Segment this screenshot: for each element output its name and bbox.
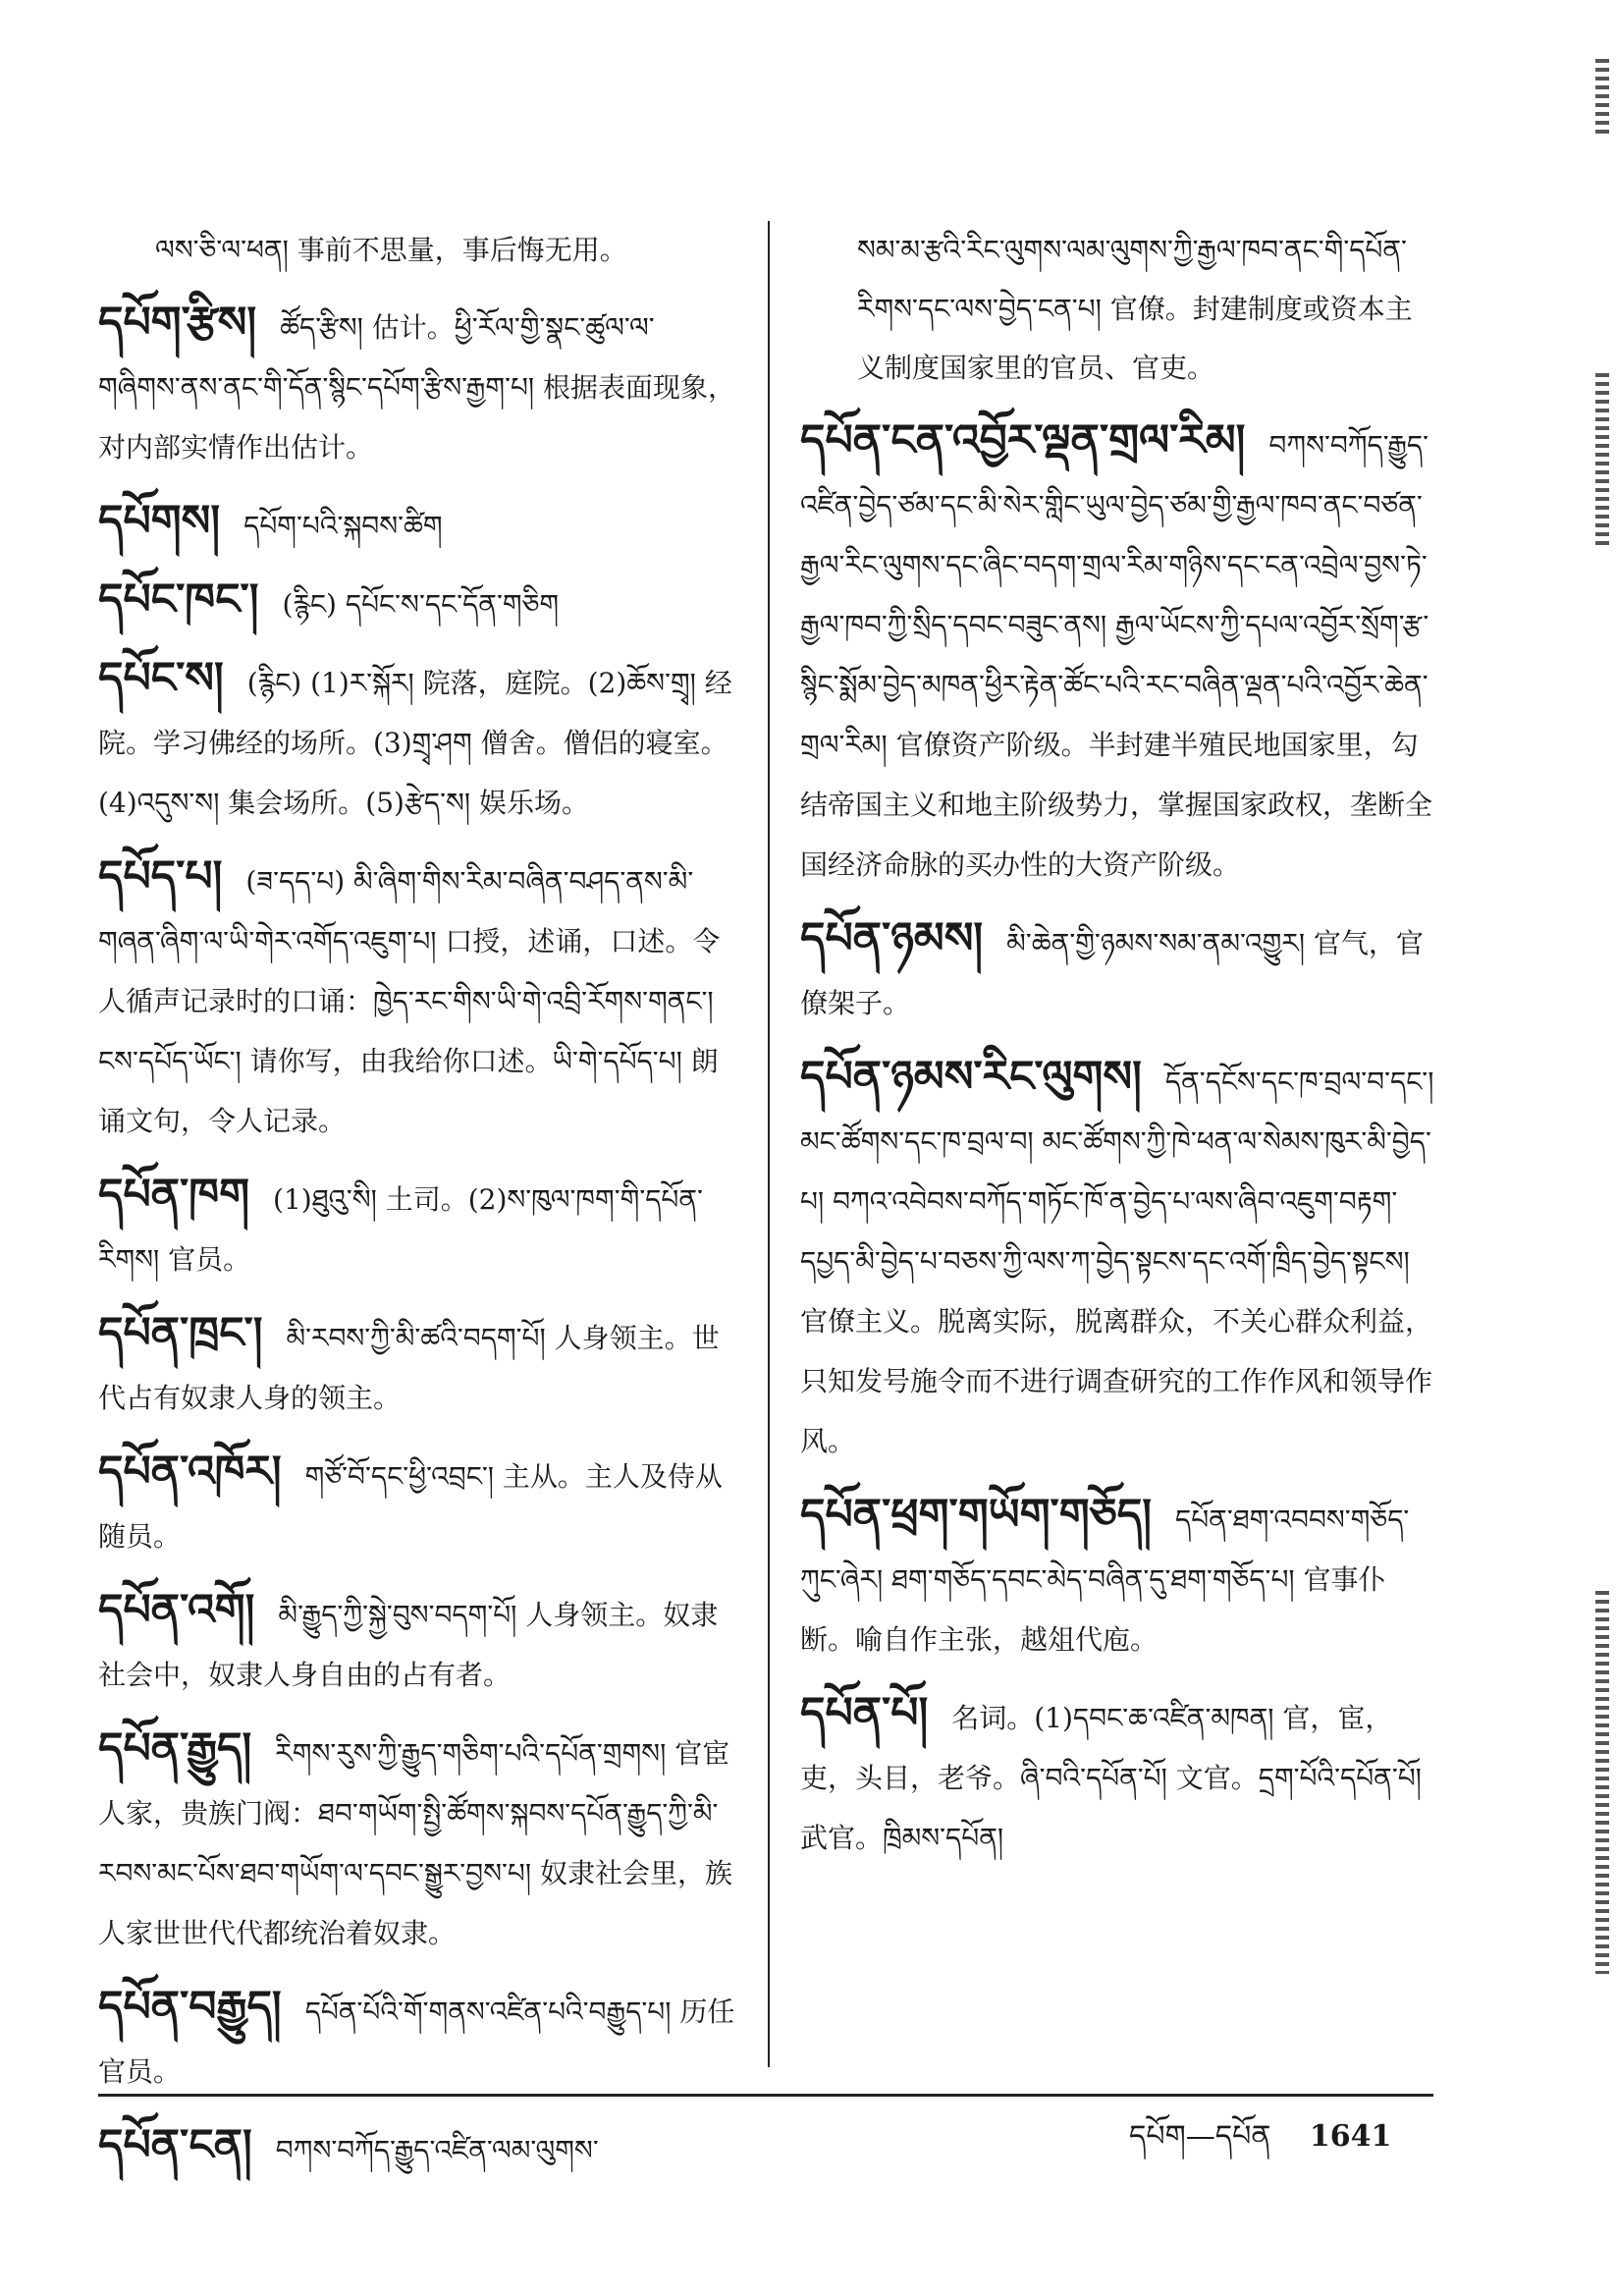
entry-headword: དཔོན་ཁྲང་། [98,1308,263,1358]
entry-definition: དོན་དངོས་དང་ཁ་བྲལ་བ་དང་། མང་ཚོགས་དང་ཁ་བྲལ་བ། མང་ཚོགས་ཀྱི་ཁེ་ཕན་ལ་སེམས་ཁུར་མི་བྱེད་པ། བཀའ་འབེབས་བཀོད་གཏོང་ཁོ་ན་བྱེད་པ་ལས་ཞིབ་འཇུག་བརྟག་དཔྱད་མི་བྱེད་པ་བཅས་ཀྱི་ལས་ཀ་བྱེད་སྟངས་དང་འགོ་ཁྲིད་བྱེད་སྟངས། 官僚主义。脱离实际，脱离群众，不关心群众利益，只知发号施令而不进行调查研究的工作作风和领导作风。 [800,1066,1434,1457]
entry-headword: དཔོགས། [98,496,221,546]
entry-headword: དཔོག་རྩིས། [98,298,257,348]
entry-definition: དཔོན་པོའི་གོ་གནས་འཛིན་པའི་བརྒྱུད་པ། 历任官员。 [98,1995,735,2088]
dictionary-entry [98,221,736,280]
column-divider [768,221,770,2067]
entry-headword: དཔོང་ས། [98,653,224,703]
entry-definition: དཔོག་པའི་སྐབས་ཚིག [243,510,443,542]
dictionary-entry [800,909,1438,1034]
entry-definition: སམ་མ་རྩའི་རིང་ལུགས་ལམ་ལུགས་ཀྱི་རྒྱལ་ཁབ་ནང་གི་དཔོན་རིགས་དང་ལས་བྱེད་ངན་པ། 官僚。封建制度或资本主义制度国家里的官员、官吏。 [857,234,1413,384]
dictionary-entry [98,649,736,834]
dictionary-entry [800,221,1438,398]
entry-definition: མི་རྒྱུད་ཀྱི་སྐྱེ་བུས་བདག་པོ། 人身领主。奴隶社会中，奴隶人身自由的占有者。 [98,1599,719,1691]
dictionary-entry [98,1304,736,1429]
scan-edge-marks [1595,373,1609,550]
entry-definition: དཔོན་ཐག་འབབས་གཅོད་ཀུང་ཞེར། ཐག་གཅོད་དབང་མེད་བཞིན་དུ་ཐག་གཅོད་པ། 官事仆断。喻自作主张，越俎代庖。 [800,1503,1410,1656]
entry-definition: ལས་ཅི་ལ་ཕན། 事前不思量，事后悔无用。 [155,234,627,266]
entry-definition: (1)ཐུའུ་སི། 土司。(2)ས་ཁུལ་ཁག་གི་དཔོན་རིགས། 官员。 [98,1183,703,1276]
entry-definition: མི་ཆེན་གྱི་ཉམས་སམ་ནམ་འགྱུར། 官气，官僚架子。 [800,927,1424,1019]
scan-edge-marks [1595,59,1609,137]
dictionary-entry [800,411,1438,896]
entry-headword: དཔོན་རྒྱུད། [98,1723,252,1774]
entry-definition: མི་རབས་ཀྱི་མི་ཚའི་བདག་པོ། 人身领主。世代占有奴隶人身的领主。 [98,1322,720,1414]
entry-headword: དཔོན་ཉམས། [800,913,984,963]
entry-headword: དཔོང་ཁང་། [98,574,259,625]
dictionary-entry [98,571,736,635]
dictionary-entry [98,294,736,478]
entry-headword: དཔོན་ཉམས་རིང་ལུགས། [800,1052,1142,1102]
entry-headword: དཔོན་འཁོར། [98,1447,282,1497]
dictionary-entry [98,847,736,1152]
scan-edge-marks [1595,1591,1609,1974]
entry-definition: གཙོ་བོ་དང་ཕྱི་འབྲང་། 主从。主人及侍从随员。 [98,1460,723,1553]
entry-headword: དཔོན་ངན་འབྱོར་ལྡན་གྲལ་རིམ། [800,415,1246,465]
entry-definition: (རྙིང) དཔོང་ས་དང་དོན་གཅིག [282,588,560,621]
dictionary-entry [800,1048,1438,1472]
dictionary-entry [98,1581,736,1706]
footer-range: དཔོག—དཔོན [1129,2119,1271,2154]
dictionary-entry [98,1166,736,1290]
entry-headword: དཔོན་ངན། [98,2120,252,2170]
dictionary-entry [800,1684,1438,1869]
entry-headword: དཔོན་པོ། [800,1688,929,1738]
dictionary-entry [98,1978,736,2103]
page-footer [1129,2104,1391,2186]
dictionary-entry [98,2116,736,2181]
entry-definition: (ཟ་དད་པ) མི་ཞིག་གིས་རིམ་བཞིན་བཤད་ནས་མི་གཞན་ཞིག་ལ་ཡི་གེར་འགོད་འཇུག་པ། 口授，述诵，口述。令人循声记录时的口诵：ཁྱེད་རང་གིས་ཡི་གེ་འབྲི་རོགས་གནང་། ངས་དཔོད་ཡོང་། 请你写，由我给你口述。ཡི་གེ་དཔོད་པ། 朗诵文句，令人记录。 [98,865,721,1137]
dictionary-entry [98,1720,736,1964]
footer-rule [98,2094,1433,2097]
left-column [98,221,736,2195]
entry-definition: བཀས་བཀོད་རྒྱུད་འཛིན་བྱེད་ཙམ་དང་མི་སེར་གླིང་ཡུལ་བྱེད་ཙམ་གྱི་རྒྱལ་ཁབ་ནང་བཙན་རྒྱལ་རིང་ལུགས་དང་ཞིང་བདག་གྲལ་རིམ་གཉིས་དང་ངན་འབྲེལ་བྱས་ཏེ་རྒྱལ་ཁབ་ཀྱི་སྲིད་དབང་བཟུང་ནས། རྒྱལ་ཡོངས་ཀྱི་དཔལ་འབྱོར་སྲོག་རྩ་སྙིང་སྨོམ་བྱེད་མཁན་ཕྱིར་རྟེན་ཚོང་པའི་རང་བཞིན་ལྡན་པའི་འབྱོར་ཆེན་གྲལ་རིམ། 官僚资产阶级。半封建半殖民地国家里，勾结帝国主义和地主阶级势力，掌握国家政权，垄断全国经济命脉的买办性的大资产阶级。 [800,429,1433,881]
entry-headword: དཔོན་བརྒྱུད། [98,1982,282,2032]
page-number: 1641 [1309,2119,1392,2154]
entry-definition: (རྙིང) (1)ར་སྐོར། 院落，庭院。(2)ཆོས་གྲྭ། 经院。学习佛经的场所。(3)གྲྭ་ཤག 僧舍。僧侣的寝室。(4)འདུས་ས། 集会场所。(5)རྩེད་ས། 娱乐场。 [98,667,732,819]
dictionary-entry [98,492,736,557]
entry-headword: དཔོན་ཕྲག་གཡོག་གཅོད། [800,1490,1152,1540]
entry-definition: བཀས་བཀོད་རྒྱུད་འཛིན་ལམ་ལུགས་ [275,2134,599,2166]
entry-headword: དཔོད་པ། [98,851,223,902]
entry-definition: 名词。(1)དབང་ཆ་འཛིན་མཁན། 官，宦，吏，头目，老爷。ཞི་བའི་དཔོན་པོ། 文官。དྲག་པོའི་དཔོན་པོ། 武官。ཁྲིམས་དཔོན། [800,1702,1422,1854]
dictionary-entry [98,1443,736,1567]
entry-definition: རིགས་རུས་ཀྱི་རྒྱུད་གཅིག་པའི་དཔོན་གྲགས། 官宦人家，贵族门阀：ཐབ་གཡོག་སྤྱི་ཚོགས་སྐབས་དཔོན་རྒྱུད་ཀྱི་མི་རབས་མང་པོས་ཐབ་གཡོག་ལ་དབང་སྒྱུར་བྱས་པ། 奴隶社会里，族人家世世代代都统治着奴隶。 [98,1737,732,1949]
dictionary-entry [800,1486,1438,1670]
entry-headword: དཔོན་ཁག [98,1170,250,1220]
entry-definition: ཚོད་རྩིས། 估计。ཕྱི་རོལ་གྱི་སྣང་ཚུལ་ལ་གཞིགས་ནས་ནང་གི་དོན་སྙིང་དཔོག་རྩིས་རྒྱག་པ། 根据表面现象，对内部实情作出估计。 [98,311,736,464]
right-column [800,221,1438,1883]
entry-headword: དཔོན་འགོ། [98,1585,255,1635]
